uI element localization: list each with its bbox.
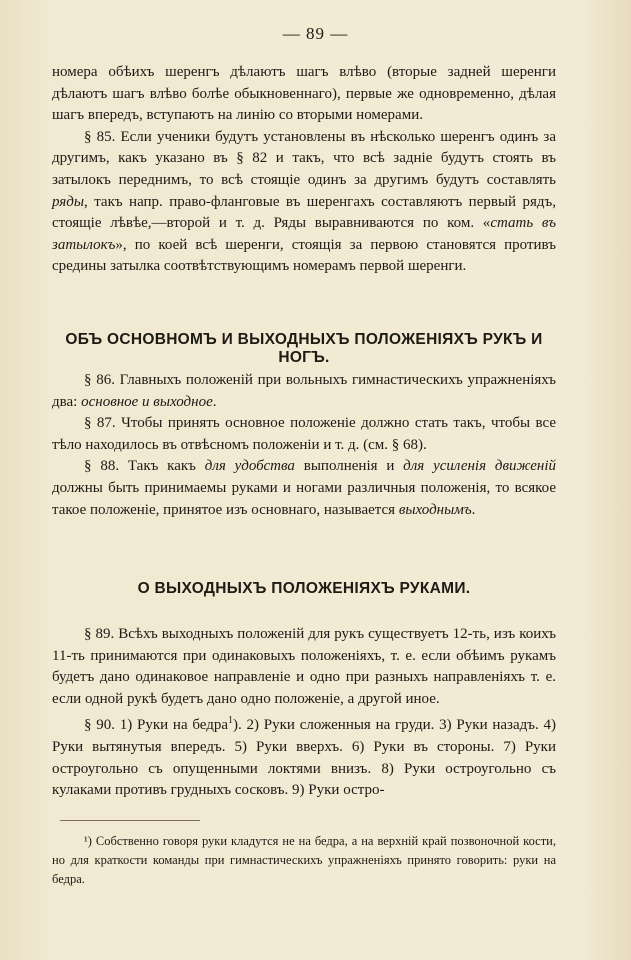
footnote-ref: 1	[228, 715, 234, 727]
p88-em-1: для удобства	[204, 458, 295, 475]
footnote-mark: ¹)	[84, 834, 92, 848]
body-top	[52, 62, 556, 278]
p88-text-c: выполненія и	[294, 458, 404, 475]
p90-text-b: ). 2) Руки сложенныя на груди. 3) Руки назадъ. 4) Руки вытянутыя впередъ. 5) Руки вверхъ. 6) Руки въ стороны. 7) Руки остроугольно съ опущенными локтями внизъ. 8) Руки остроугольно съ кулаками противъ грудныхъ сосковъ. 9) Руки остро-	[52, 717, 556, 799]
p85-text-e: », по коей всѣ шеренги, стоящія за первою становятся противъ средины затылка соотвѣтствующимъ номерамъ первой шеренги.	[52, 236, 556, 275]
footnote-divider	[60, 820, 200, 821]
section-heading-2: О ВЫХОДНЫХЪ ПОЛОЖЕНІЯХЪ РУКАМИ.	[137, 580, 471, 597]
p88-text-g: .	[471, 501, 476, 518]
body-middle	[52, 370, 556, 521]
p88-text-a: § 88. Такъ какъ	[84, 458, 205, 475]
page-number: — 89 —	[282, 24, 349, 43]
paragraph-87: § 87. Чтобы принять основное положеніе должно стать такъ, чтобы все тѣло находилось въ отвѣсномъ положеніи и т. д. (см. § 68).	[52, 415, 556, 453]
body-bottom	[52, 624, 556, 802]
p86-text-c: .	[212, 393, 217, 410]
paragraph-86	[52, 370, 556, 413]
p86-terms: основное и выходное	[81, 393, 213, 410]
footnote	[52, 832, 556, 889]
paragraph-89: § 89. Всѣхъ выходныхъ положеній для рукъ существуетъ 12-ть, изъ коихъ 11-ть принимаются при одинаковыхъ положеніяхъ, т. е. если обѣимъ рукамъ будетъ дано одинаковое направленіе и одно при разныхъ направленіяхъ т. е. если одной рукѣ будетъ дано одно положеніе, а другой иное.	[52, 626, 556, 707]
paragraph-90	[52, 710, 556, 801]
paragraph-continuation: номера обѣихъ шеренгъ дѣлаютъ шагъ влѣво (вторые задней шеренги дѣлаютъ шагъ влѣво болѣе обыкновеннаго), первые же одновременно, дѣлая шагъ впередъ, вступаютъ на линію со вторыми номерами.	[52, 64, 556, 124]
p88-em-2: для усиленія движеній	[403, 458, 556, 475]
footnote-block	[52, 832, 556, 889]
p85-text-a: § 85. Если ученики будутъ установлены въ нѣсколько шеренгъ одинъ за другимъ, какъ указано въ § 82 и такъ, что всѣ задніе будутъ стоять въ затылокъ переднимъ, то всѣ стоящіе одинъ за другимъ будутъ составлять	[52, 128, 556, 188]
paragraph-85	[52, 127, 556, 278]
p88-text-e: должны быть принимаемы руками и ногами различныя положенія, то всякое такое положеніе, принятое изъ основнаго, называется	[52, 479, 556, 518]
p86-text-a: § 86. Главныхъ положеній при вольныхъ гимнастическихъ упражненіяхъ два:	[52, 372, 556, 410]
footnote-text: Собственно говоря руки кладутся не на бедра, а на верхній край позвоночной кости, но для краткости команды при гимнастическихъ упражненіяхъ принято говорить: руки на бедра.	[52, 834, 556, 886]
p85-command: стать въ затылокъ	[52, 215, 556, 253]
p85-term-rows: ряды	[52, 193, 85, 210]
section-heading-1: ОБЪ ОСНОВНОМЪ И ВЫХОДНЫХЪ ПОЛОЖЕНІЯХЪ РУКЪ И НОГЪ.	[65, 331, 543, 366]
p85-text-c: , такъ напр. право-фланговые въ шеренгахъ составляютъ первый рядъ, стоящіе лѣвѣе,—второй и т. д. Ряды выравниваются по ком. «	[52, 193, 556, 232]
paragraph-88	[52, 456, 556, 521]
p88-em-3: выходнымъ	[398, 501, 472, 518]
p90-text-a: § 90. 1) Руки на бедра	[84, 717, 229, 734]
